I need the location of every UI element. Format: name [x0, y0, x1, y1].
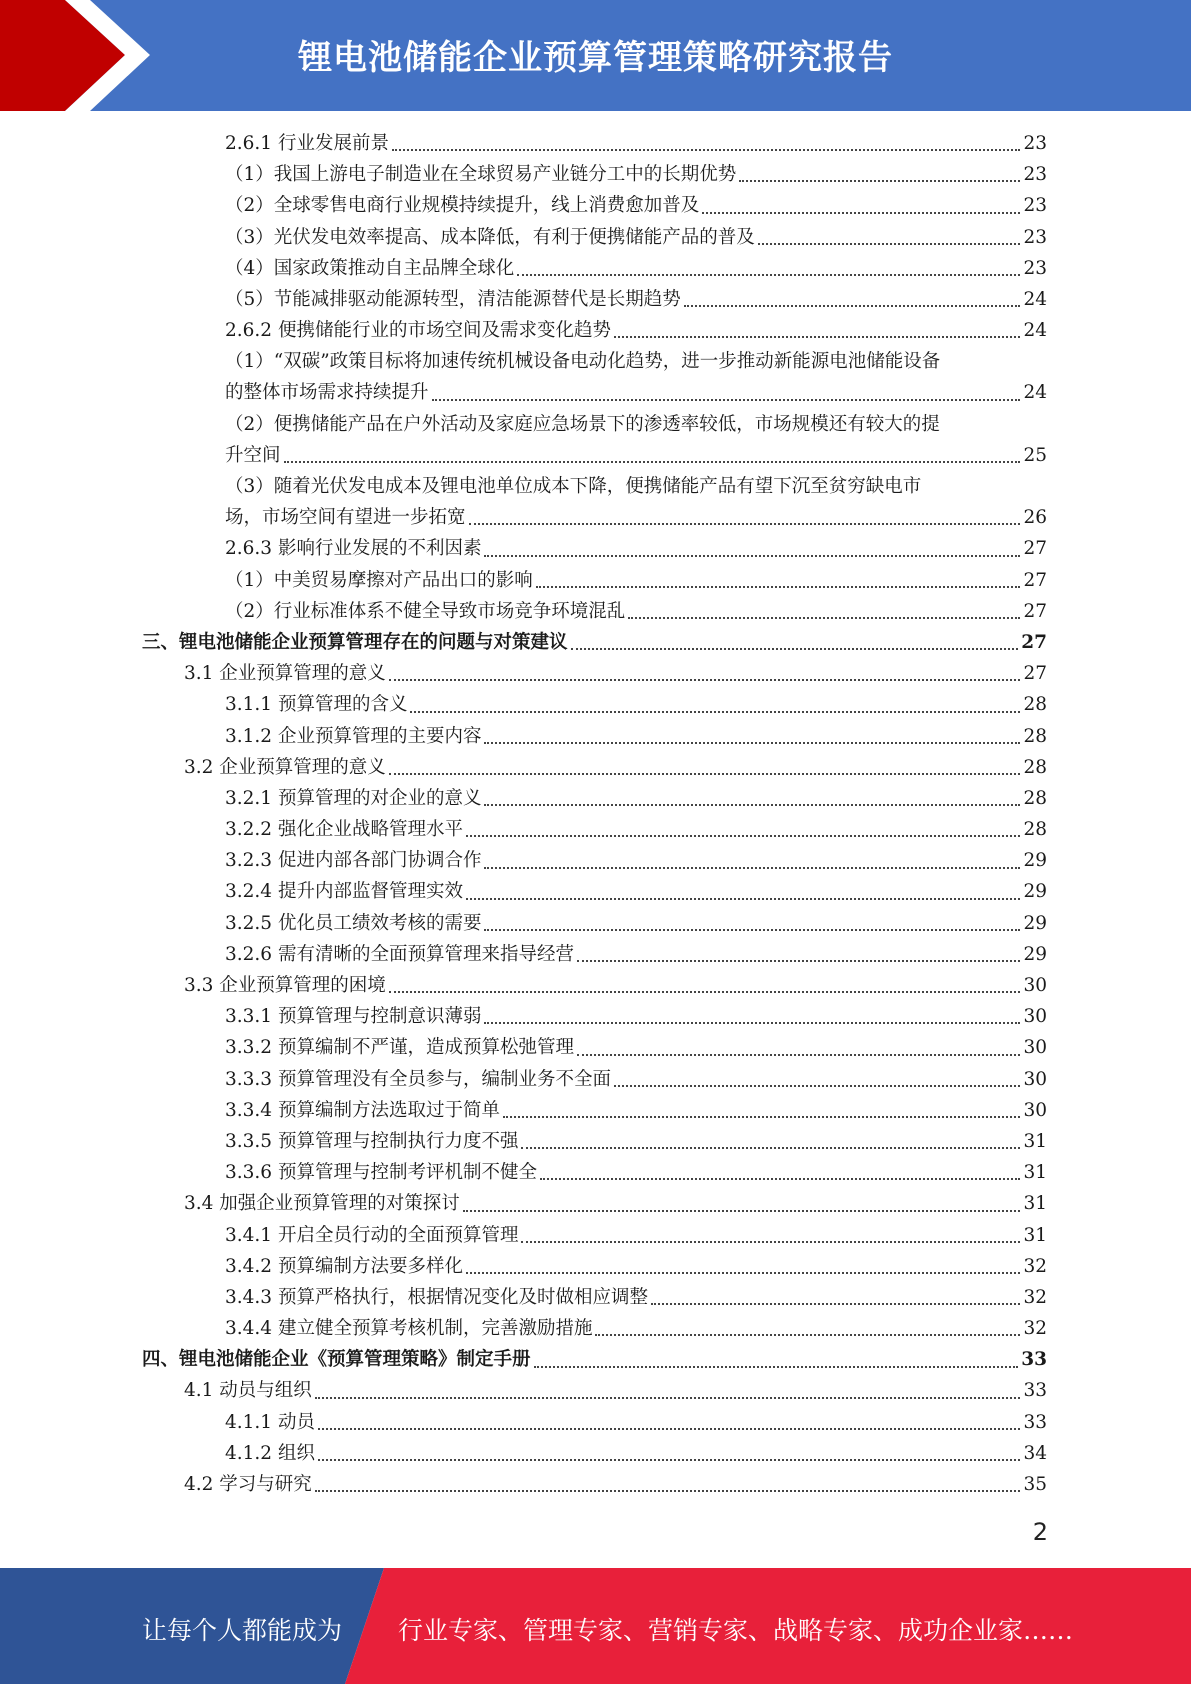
toc-entry[interactable] [142, 1407, 1047, 1438]
toc-page-number: 28 [1023, 694, 1047, 716]
toc-leader-dots [318, 1427, 1021, 1430]
toc-entry-text: 4.2 学习与研究 [184, 1474, 312, 1496]
toc-leader-dots [577, 959, 1020, 962]
toc-page-number: 27 [1023, 569, 1047, 591]
toc-entry-text: 3.4.3 预算严格执行，根据情况变化及时做相应调整 [225, 1286, 648, 1308]
toc-entry-text: 3.2.4 提升内部监督管理实效 [225, 881, 463, 903]
toc-leader-dots [463, 1209, 1021, 1212]
toc-leader-dots [389, 990, 1021, 993]
toc-page-number: 23 [1023, 132, 1047, 154]
page-number: 2 [1032, 1518, 1048, 1546]
toc-leader-dots [484, 1021, 1020, 1024]
toc-page-number: 33 [1023, 1411, 1047, 1433]
toc-entry[interactable] [142, 533, 1047, 564]
toc-entry-text: 3.4.1 开启全员行动的全面预算管理 [225, 1224, 519, 1246]
toc-entry[interactable] [142, 970, 1047, 1001]
toc-leader-dots [534, 1365, 1019, 1368]
toc-leader-dots [392, 148, 1020, 151]
toc-page-number: 35 [1023, 1474, 1047, 1496]
toc-leader-dots [577, 1053, 1020, 1056]
toc-leader-dots [614, 335, 1020, 338]
toc-entry[interactable] [142, 222, 1047, 253]
toc-leader-dots [284, 460, 1021, 463]
toc-entry[interactable] [142, 752, 1047, 783]
toc-entry[interactable] [142, 1282, 1047, 1313]
toc-page-number: 31 [1023, 1193, 1047, 1215]
toc-entry[interactable] [142, 1032, 1047, 1063]
toc-leader-dots [521, 1240, 1020, 1243]
toc-entry-text: （2）全球零售电商行业规模持续提升，线上消费愈加普及 [225, 195, 700, 217]
toc-entry-text: 三、锂电池储能企业预算管理存在的问题与对策建议 [142, 631, 568, 653]
toc-entry-text: （3）随着光伏发电成本及锂电池单位成本下降，便携储能产品有望下沉至贫穷缺电市 [225, 476, 922, 498]
toc-page-number: 27 [1023, 538, 1047, 560]
toc-page-number: 30 [1023, 1099, 1047, 1121]
toc-entry[interactable] [142, 939, 1047, 970]
toc-leader-dots [702, 211, 1020, 214]
toc-entry-text: 3.2.1 预算管理的对企业的意义 [225, 787, 482, 809]
toc-entry[interactable] [142, 1376, 1047, 1407]
toc-page-number: 25 [1023, 444, 1047, 466]
toc-entry-text: 3.3.3 预算管理没有全员参与，编制业务不全面 [225, 1068, 611, 1090]
toc-entry[interactable] [142, 253, 1047, 284]
page-header [0, 0, 1191, 111]
toc-leader-dots [571, 647, 1019, 650]
toc-entry-text: （2）便携储能产品在户外活动及家庭应急场景下的渗透率较低，市场规模还有较大的提 [225, 413, 940, 435]
toc-entry-text: 3.1.1 预算管理的含义 [225, 694, 408, 716]
toc-page-number: 27 [1021, 631, 1047, 653]
toc-entry-text: 3.3 企业预算管理的困境 [184, 975, 386, 997]
toc-entry[interactable] [142, 845, 1047, 876]
toc-entry-text: （5）节能减排驱动能源转型，清洁能源替代是长期趋势 [225, 288, 681, 310]
toc-entry[interactable] [142, 1220, 1047, 1251]
toc-entry[interactable] [142, 1344, 1047, 1375]
toc-entry-text: 3.3.5 预算管理与控制执行力度不强 [225, 1130, 519, 1152]
toc-page-number: 28 [1023, 787, 1047, 809]
toc-leader-dots [503, 1115, 1020, 1118]
toc-leader-dots [469, 522, 1021, 525]
toc-entry-text: 四、锂电池储能企业《预算管理策略》制定手册 [142, 1349, 531, 1371]
toc-entry-text: 3.2.2 强化企业战略管理水平 [225, 819, 463, 841]
toc-page-number: 30 [1023, 1037, 1047, 1059]
toc-entry[interactable] [142, 627, 1047, 658]
toc-entry[interactable] [142, 1157, 1047, 1188]
toc-entry[interactable] [142, 315, 1047, 346]
toc-leader-dots [484, 803, 1020, 806]
toc-page-number: 26 [1023, 507, 1047, 529]
toc-entry[interactable] [142, 128, 1047, 159]
toc-leader-dots [410, 710, 1020, 713]
toc-entry-text: 4.1.1 动员 [225, 1411, 315, 1433]
toc-entry-text: 2.6.1 行业发展前景 [225, 132, 389, 154]
toc-leader-dots [432, 398, 1021, 401]
toc-entry[interactable] [142, 814, 1047, 845]
toc-entry[interactable] [142, 565, 1047, 596]
toc-entry-text: 3.3.2 预算编制不严谨，造成预算松弛管理 [225, 1037, 574, 1059]
toc-entry[interactable] [142, 471, 1047, 533]
toc-entry-text: 4.1.2 组织 [225, 1442, 315, 1464]
toc-leader-dots [484, 741, 1020, 744]
toc-leader-dots [484, 554, 1020, 557]
toc-leader-dots [484, 866, 1020, 869]
toc-page-number: 28 [1023, 819, 1047, 841]
toc-leader-dots [521, 1146, 1020, 1149]
toc-entry[interactable] [142, 1001, 1047, 1032]
toc-leader-dots [389, 772, 1021, 775]
toc-entry-text: （3）光伏发电效率提高、成本降低，有利于便携储能产品的普及 [225, 226, 755, 248]
toc-entry[interactable] [142, 159, 1047, 190]
toc-entry-text: 3.2.5 优化员工绩效考核的需要 [225, 912, 482, 934]
toc-page-number: 32 [1023, 1318, 1047, 1340]
toc-leader-dots [466, 897, 1020, 900]
toc-entry[interactable] [142, 1095, 1047, 1126]
toc-entry-text: （1）我国上游电子制造业在全球贸易产业链分工中的长期优势 [225, 164, 737, 186]
toc-leader-dots [614, 1084, 1020, 1087]
toc-page-number: 31 [1023, 1224, 1047, 1246]
toc-entry[interactable] [142, 409, 1047, 471]
toc-entry-text-continued: 的整体市场需求持续提升 [225, 382, 429, 404]
toc-entry[interactable] [142, 908, 1047, 939]
toc-entry-text: 2.6.3 影响行业发展的不利因素 [225, 538, 482, 560]
toc-entry-text: （4）国家政策推动自主品牌全球化 [225, 257, 515, 279]
toc-page-number: 27 [1023, 663, 1047, 685]
toc-entry-text: 3.3.6 预算管理与控制考评机制不健全 [225, 1162, 537, 1184]
toc-entry-text: 3.4 加强企业预算管理的对策探讨 [184, 1193, 460, 1215]
toc-entry[interactable] [142, 284, 1047, 315]
toc-leader-dots [595, 1333, 1020, 1336]
toc-leader-dots [315, 1396, 1021, 1399]
toc-leader-dots [739, 179, 1020, 182]
toc-page-number: 30 [1023, 1068, 1047, 1090]
toc-page-number: 28 [1023, 756, 1047, 778]
toc-page-number: 23 [1023, 226, 1047, 248]
page-footer [0, 1568, 1191, 1684]
toc-entry-text: 3.1 企业预算管理的意义 [184, 663, 386, 685]
toc-page-number: 30 [1023, 975, 1047, 997]
table-of-contents [142, 128, 1047, 1500]
toc-page-number: 24 [1023, 320, 1047, 342]
toc-page-number: 33 [1021, 1349, 1047, 1371]
toc-entry-text: （2）行业标准体系不健全导致市场竞争环境混乱 [225, 600, 626, 622]
toc-page-number: 30 [1023, 1006, 1047, 1028]
footer-slogan-right: 行业专家、管理专家、营销专家、战略专家、成功企业家…… [398, 1616, 1074, 1645]
toc-entry-text-continued: 升空间 [225, 444, 281, 466]
toc-page-number: 27 [1023, 600, 1047, 622]
toc-page-number: 31 [1023, 1130, 1047, 1152]
toc-entry[interactable] [142, 1126, 1047, 1157]
toc-page-number: 32 [1023, 1255, 1047, 1277]
toc-page-number: 24 [1023, 382, 1047, 404]
toc-leader-dots [389, 678, 1021, 681]
toc-leader-dots [758, 242, 1021, 245]
toc-entry-text: 3.3.4 预算编制方法选取过于简单 [225, 1099, 500, 1121]
toc-entry-text: 3.1.2 企业预算管理的主要内容 [225, 725, 482, 747]
toc-leader-dots [540, 1177, 1020, 1180]
toc-entry-text: 2.6.2 便携储能行业的市场空间及需求变化趋势 [225, 320, 611, 342]
toc-entry[interactable] [142, 1313, 1047, 1344]
toc-leader-dots [517, 273, 1020, 276]
toc-page-number: 33 [1023, 1380, 1047, 1402]
toc-entry-text: 3.3.1 预算管理与控制意识薄弱 [225, 1006, 482, 1028]
toc-entry-text: 4.1 动员与组织 [184, 1380, 312, 1402]
toc-entry[interactable] [142, 877, 1047, 908]
toc-page-number: 29 [1023, 850, 1047, 872]
toc-entry[interactable] [142, 689, 1047, 720]
header-title: 锂电池储能企业预算管理策略研究报告 [298, 38, 893, 78]
toc-entry[interactable] [142, 1064, 1047, 1095]
toc-page-number: 23 [1023, 164, 1047, 186]
toc-page-number: 32 [1023, 1286, 1047, 1308]
toc-entry[interactable] [142, 1438, 1047, 1469]
toc-entry-text: 3.4.2 预算编制方法要多样化 [225, 1255, 463, 1277]
toc-entry[interactable] [142, 783, 1047, 814]
toc-leader-dots [466, 834, 1020, 837]
toc-entry[interactable] [142, 190, 1047, 221]
toc-page-number: 31 [1023, 1162, 1047, 1184]
toc-page-number: 24 [1023, 288, 1047, 310]
toc-leader-dots [536, 585, 1021, 588]
toc-leader-dots [628, 616, 1020, 619]
toc-leader-dots [315, 1489, 1021, 1492]
toc-entry-text: 3.2.3 促进内部各部门协调合作 [225, 850, 482, 872]
toc-leader-dots [484, 928, 1020, 931]
toc-entry-text-continued: 场，市场空间有望进一步拓宽 [225, 507, 466, 529]
toc-leader-dots [684, 304, 1021, 307]
toc-entry-text: 3.2.6 需有清晰的全面预算管理来指导经营 [225, 943, 574, 965]
toc-entry[interactable] [142, 1188, 1047, 1219]
toc-entry-text: （1）中美贸易摩擦对产品出口的影响 [225, 569, 533, 591]
toc-entry[interactable] [142, 658, 1047, 689]
footer-slogan-left: 让每个人都能成为 [142, 1616, 343, 1645]
toc-leader-dots [318, 1458, 1021, 1461]
toc-entry[interactable] [142, 346, 1047, 408]
toc-entry-text: （1）“双碳”政策目标将加速传统机械设备电动化趋势，进一步推动新能源电池储能设备 [225, 351, 941, 373]
toc-page-number: 34 [1023, 1442, 1047, 1464]
toc-page-number: 23 [1023, 195, 1047, 217]
toc-entry[interactable] [142, 596, 1047, 627]
toc-entry[interactable] [142, 1469, 1047, 1500]
toc-page-number: 29 [1023, 881, 1047, 903]
toc-page-number: 29 [1023, 912, 1047, 934]
toc-leader-dots [651, 1302, 1020, 1305]
toc-page-number: 28 [1023, 725, 1047, 747]
toc-entry-text: 3.2 企业预算管理的意义 [184, 756, 386, 778]
toc-entry[interactable] [142, 1251, 1047, 1282]
toc-page-number: 29 [1023, 943, 1047, 965]
toc-entry-text: 3.4.4 建立健全预算考核机制，完善激励措施 [225, 1318, 593, 1340]
toc-entry[interactable] [142, 721, 1047, 752]
toc-leader-dots [466, 1271, 1020, 1274]
toc-page-number: 23 [1023, 257, 1047, 279]
